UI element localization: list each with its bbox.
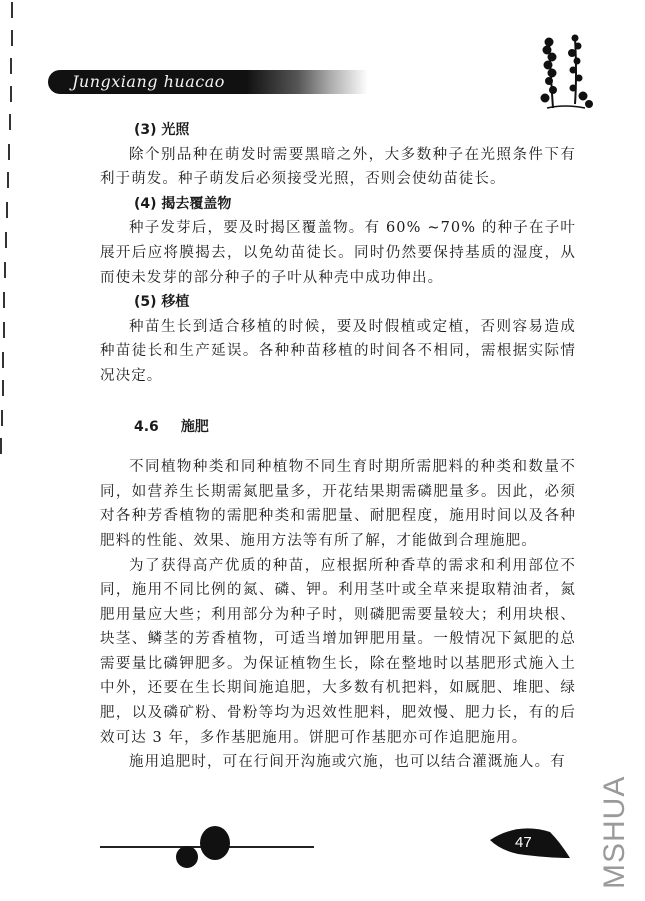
paragraph-remove-cover: 种子发芽后，要及时揭区覆盖物。有 60% ~70% 的种子在子叶展开后应将膜揭去，以免幼苗徒长。同时仍然要保持基质的湿度，从而使未发芽的部分种子的子叶从种壳中成功伸出。 [100,220,576,286]
paragraph-transplant: 种苗生长到适合移植的时候，要及时假植或定植，否则容易造成种苗徒长和生产延误。各种种苗移植的时间各不相同，需根据实际情况决定。 [100,318,576,384]
footer-berry-icon [200,826,230,860]
page-number: 47 [515,834,532,851]
section-heading-fertilization [100,415,576,440]
section-title: 施肥 [180,418,209,435]
plant-illustration-icon [535,30,600,110]
paragraph-light: 除个别品种在萌发时需要黑暗之外，大多数种子在光照条件下有利于萌发。种子萌发后必须接受光照，否则会使幼苗徒长。 [100,146,576,188]
running-header-bar [48,70,368,94]
subheading-remove-cover: (4) 揭去覆盖物 [134,195,232,212]
subheading-transplant: (5) 移植 [134,294,190,311]
paragraph-fertilization-1: 不同植物种类和同种植物不同生育时期所需肥料的种类和数量不同，如营养生长期需氮肥量多，开花结果期需磷肥量多。因此，必须对各种芳香植物的需肥种类和需肥量、耐肥程度，施用时间以及各种肥料的性能、效果、施用方法等有所了解，才能做到合理施肥。 [100,459,576,549]
watermark [592,775,632,895]
binding-margin-marks [0,0,20,460]
subheading-light: (3) 光照 [134,122,190,138]
footer-berry-icon [176,846,198,868]
watermark-text: MSHUA [598,775,631,889]
running-title: Jungxiang huacao [72,72,225,91]
section-number: 4.6 [134,418,159,435]
paragraph-fertilization-2: 为了获得高产优质的种苗，应根据所种香草的需求和利用部位不同，施用不同比例的氮、磷、钾。利用茎叶或全草来提取精油者，氮肥用量应大些；利用部分为种子时，则磷肥需要量较大；利用块根、块茎、鳞茎的芳香植物，可适当增加钾肥用量。一般情况下氮肥的总需要量比磷钾肥多。为保证植物生长，除在整地时以基肥形式施入土中外，还要在生长期间施追肥，大多数有机把料，如厩肥、堆肥、绿肥，以及磷矿粉、骨粉等均为迟效性肥料，肥效慢、肥力长，有的后效可达 3 年，多作基肥施用。饼肥可作基肥亦可作追肥施用。 [100,557,576,746]
page-body [100,118,576,775]
paragraph-fertilization-3: 施用追肥时，可在行间开沟施或穴施，也可以结合灌溉施人。有 [129,754,566,771]
